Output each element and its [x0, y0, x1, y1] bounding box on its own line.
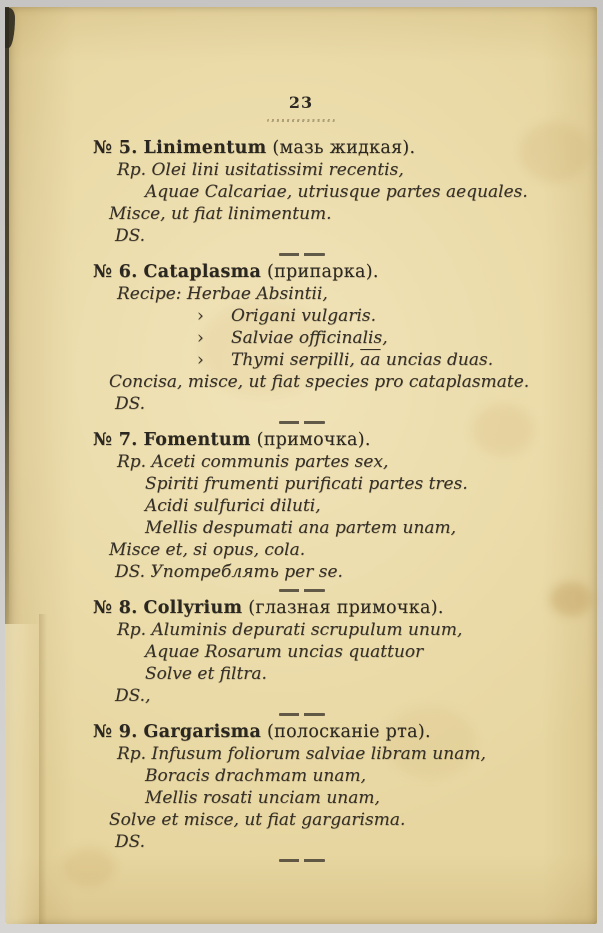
section-heading	[93, 261, 571, 283]
section-number: № 9.	[93, 722, 138, 742]
recipe-line: Rp. Aceti communis partes sex,	[117, 452, 389, 472]
section-title: Collyrium	[143, 598, 243, 618]
section-number: № 8.	[93, 598, 138, 618]
book-page	[5, 7, 597, 924]
recipe-line: Recipe: Herbae Absintii,	[117, 284, 328, 304]
section-title: Gargarisma	[143, 722, 262, 742]
recipe-text: Thymi serpilli,	[231, 350, 361, 370]
signature-line: DS.,	[115, 686, 151, 706]
recipe-line	[93, 349, 571, 371]
section-divider	[279, 713, 325, 716]
recipe-line	[93, 305, 571, 327]
section-heading	[93, 137, 571, 159]
ditto-mark: ›	[197, 306, 204, 326]
recipe-line: Aquae Rosarum uncias quattuor	[145, 642, 424, 662]
recipe-line: Rp. Olei lini usitatissimi recentis,	[117, 160, 404, 180]
recipe-line: Concisa, misce, ut fiat species pro cataplasmate.	[109, 372, 530, 392]
page-number: 23	[288, 93, 314, 112]
section-title: Cataplasma	[143, 262, 262, 282]
section-divider	[279, 421, 325, 424]
prescription-section-9	[93, 721, 571, 853]
signature-line: DS.	[115, 394, 146, 414]
recipe-line	[93, 327, 571, 349]
aa-ana-overline: $\overline{aa}$	[360, 350, 381, 370]
recipe-line: Mellis despumati ana partem unam,	[145, 518, 457, 538]
section-translation: (мазь жидкая).	[272, 138, 416, 158]
recipe-line: Acidi sulfurici diluti,	[145, 496, 321, 516]
section-divider	[279, 859, 325, 862]
recipe-text: Salviae officinalis,	[231, 328, 388, 348]
page-content	[93, 137, 571, 867]
prescription-section-7	[93, 429, 571, 583]
page-fold-crease	[39, 614, 47, 924]
signature-line: DS. Употреблять per se.	[115, 562, 343, 582]
ditto-mark: ›	[197, 328, 204, 348]
section-divider	[279, 253, 325, 256]
recipe-line: Misce, ut fiat linimentum.	[109, 204, 332, 224]
page-fold-highlight	[5, 624, 41, 924]
recipe-line: Solve et filtra.	[145, 664, 267, 684]
recipe-text: uncias duas.	[380, 350, 494, 370]
prescription-section-5	[93, 137, 571, 247]
section-number: № 6.	[93, 262, 138, 282]
recipe-line: Rp. Aluminis depurati scrupulum unum,	[117, 620, 463, 640]
ditto-mark: ›	[197, 350, 204, 370]
section-translation: (глазная примочка).	[248, 598, 444, 618]
prescription-section-8	[93, 597, 571, 707]
binding-corner-mark	[5, 8, 15, 48]
recipe-line: Boracis drachmam unam,	[145, 766, 367, 786]
recipe-line: Mellis rosati unciam unam,	[145, 788, 380, 808]
recipe-line: Aquae Calcariae, utriusque partes aequales.	[145, 182, 528, 202]
recipe-text: Origani vulgaris.	[231, 306, 377, 326]
section-translation: (припарка).	[266, 262, 379, 282]
section-heading	[93, 597, 571, 619]
section-title: Fomentum	[143, 430, 251, 450]
recipe-line: Spiriti frumenti purificati partes tres.	[145, 474, 468, 494]
section-translation: (полосканіе рта).	[267, 722, 431, 742]
section-heading	[93, 429, 571, 451]
section-heading	[93, 721, 571, 743]
recipe-line: Rp. Infusum foliorum salviae libram unam,	[117, 744, 486, 764]
section-title: Linimentum	[143, 138, 267, 158]
section-number: № 5.	[93, 138, 138, 158]
section-number: № 7.	[93, 430, 138, 450]
signature-line: DS.	[115, 832, 146, 852]
ornament-rule	[267, 119, 335, 122]
section-translation: (примочка).	[256, 430, 371, 450]
recipe-line: Solve et misce, ut fiat gargarisma.	[109, 810, 406, 830]
recipe-line: Misce et, si opus, cola.	[109, 540, 306, 560]
signature-line: DS.	[115, 226, 146, 246]
section-divider	[279, 589, 325, 592]
prescription-section-6	[93, 261, 571, 415]
